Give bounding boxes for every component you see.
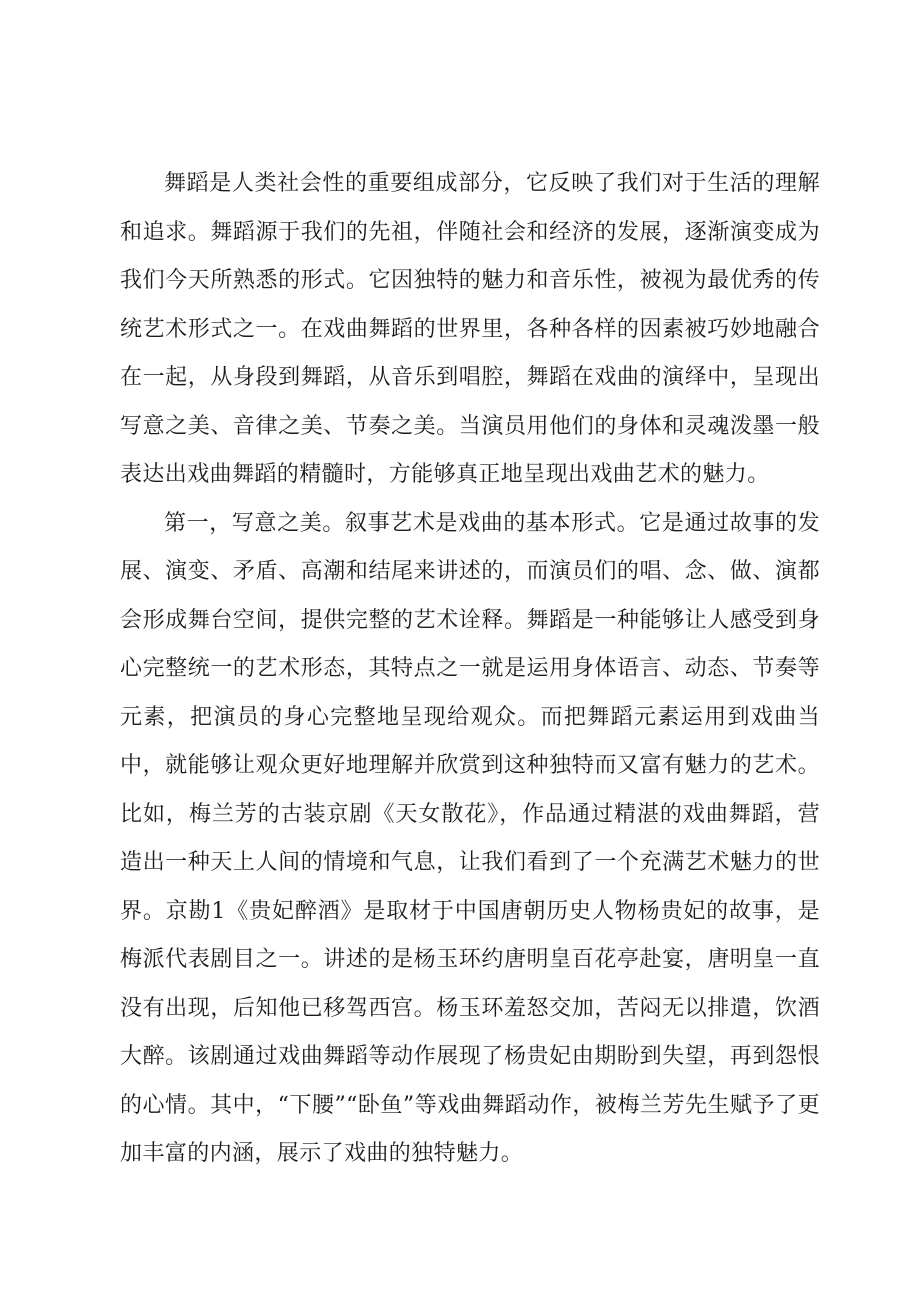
document-body [120, 160, 820, 1179]
paragraph-intro: 舞蹈是人类社会性的重要组成部分，它反映了我们对于生活的理解和追求。舞蹈源于我们的先祖，伴随社会和经济的发展，逐渐演变成为我们今天所熟悉的形式。它因独特的魅力和音乐性，被视为最优秀的传统艺术形式之一。在戏曲舞蹈的世界里，各种各样的因素被巧妙地融合在一起，从身段到舞蹈，从音乐到唱腔，舞蹈在戏曲的演绎中，呈现出写意之美、音律之美、节奏之美。当演员用他们的身体和灵魂泼墨一般表达出戏曲舞蹈的精髓时，方能够真正地呈现出戏曲艺术的魅力。 [120, 171, 820, 487]
paragraph-freehand-beauty: 第一，写意之美。叙事艺术是戏曲的基本形式。它是通过故事的发展、演变、矛盾、高潮和结尾来讲述的，而演员们的唱、念、做、演都会形成舞台空间，提供完整的艺术诠释。舞蹈是一种能够让人感受到身心完整统一的艺术形态，其特点之一就是运用身体语言、动态、节奏等元素，把演员的身心完整地呈现给观众。而把舞蹈元素运用到戏曲当中，就能够让观众更好地理解并欣赏到这种独特而又富有魅力的艺术。比如，梅兰芳的古装京剧《天女散花》，作品通过精湛的戏曲舞蹈，营造出一种天上人间的情境和气息，让我们看到了一个充满艺术魅力的世界。京勘1《贵妃醉酒》是取材于中国唐朝历史人物杨贵妃的故事，是梅派代表剧目之一。讲述的是杨玉环约唐明皇百花亭赴宴，唐明皇一直没有出现，后知他已移驾西宫。杨玉环羞怒交加，苦闷无以排遣，饮酒大醉。该剧通过戏曲舞蹈等动作展现了杨贵妃由期盼到失望，再到怨恨的心情。其中，“下腰”“卧鱼”等戏曲舞蹈动作，被梅兰芳先生赋予了更加丰富的内涵，展示了戏曲的独特魅力。 [120, 510, 820, 1166]
